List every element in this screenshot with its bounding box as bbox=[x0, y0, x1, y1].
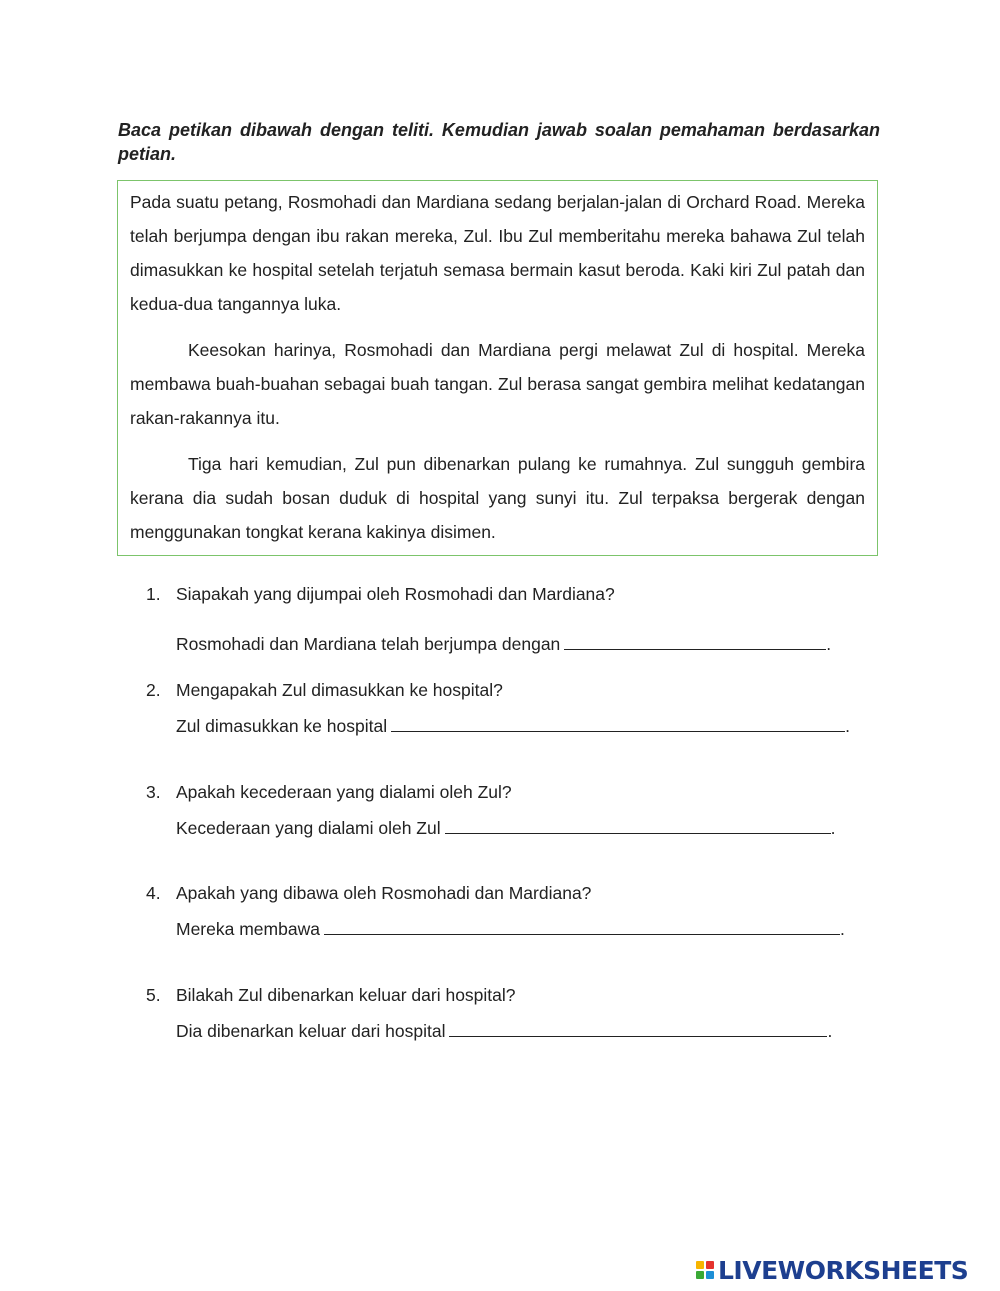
answer-blank[interactable] bbox=[564, 632, 826, 650]
answer-prefix: Rosmohadi dan Mardiana telah berjumpa dengan bbox=[176, 634, 561, 654]
answer-suffix: . bbox=[830, 818, 836, 838]
answer-blank[interactable] bbox=[324, 917, 840, 935]
answer-line bbox=[176, 917, 845, 940]
question-number: 3. bbox=[146, 782, 161, 802]
answer-line bbox=[176, 816, 836, 839]
question-text: Bilakah Zul dibenarkan keluar dari hospital? bbox=[176, 985, 516, 1005]
answer-suffix: . bbox=[839, 919, 845, 939]
answer-blank[interactable] bbox=[391, 714, 845, 732]
logo-square bbox=[696, 1271, 704, 1279]
answer-prefix: Zul dimasukkan ke hospital bbox=[176, 716, 388, 736]
passage-box bbox=[117, 180, 878, 556]
logo-text: LIVEWORKSHEETS bbox=[718, 1255, 969, 1285]
question-text: Siapakah yang dijumpai oleh Rosmohadi dan Mardiana? bbox=[176, 584, 615, 604]
passage-paragraph-2: Keesokan harinya, Rosmohadi dan Mardiana pergi melawat Zul di hospital. Mereka membawa buah-buahan sebagai buah tangan. Zul berasa sangat gembira melihat kedatangan rakan-rakannya itu. bbox=[130, 340, 865, 428]
answer-blank[interactable] bbox=[449, 1019, 827, 1037]
question-text: Mengapakah Zul dimasukkan ke hospital? bbox=[176, 680, 503, 700]
question-number: 2. bbox=[146, 680, 161, 700]
answer-prefix: Mereka membawa bbox=[176, 919, 320, 939]
liveworksheets-logo[interactable] bbox=[696, 1255, 968, 1285]
question-number: 5. bbox=[146, 985, 161, 1005]
answer-suffix: . bbox=[827, 1021, 833, 1041]
question-number: 4. bbox=[146, 883, 161, 903]
instruction-text: Baca petikan dibawah dengan teliti. Kemudian jawab soalan pemahaman berdasarkan petian. bbox=[118, 120, 880, 164]
answer-suffix: . bbox=[826, 634, 832, 654]
liveworksheets-logo-icon bbox=[696, 1261, 714, 1279]
answer-suffix: . bbox=[845, 716, 850, 736]
answer-line bbox=[176, 1019, 832, 1042]
logo-square bbox=[706, 1271, 714, 1279]
answer-line bbox=[176, 714, 850, 737]
passage-paragraph-1: Pada suatu petang, Rosmohadi dan Mardiana sedang berjalan-jalan di Orchard Road. Mereka telah berjumpa dengan ibu rakan mereka, Zul. Ibu Zul memberitahu mereka bahawa Zul telah dimasukkan ke hospital setelah terjatuh semasa bermain kasut beroda. Kaki kiri Zul patah dan kedua-dua tangannya luka. bbox=[130, 192, 865, 314]
logo-square bbox=[706, 1261, 714, 1269]
logo-square bbox=[696, 1261, 704, 1269]
answer-prefix: Dia dibenarkan keluar dari hospital bbox=[176, 1021, 446, 1041]
question-text: Apakah yang dibawa oleh Rosmohadi dan Mardiana? bbox=[176, 883, 592, 903]
answer-line bbox=[176, 632, 831, 655]
answer-prefix: Kecederaan yang dialami oleh Zul bbox=[176, 818, 441, 838]
question-text: Apakah kecederaan yang dialami oleh Zul? bbox=[176, 782, 512, 802]
answer-blank[interactable] bbox=[445, 816, 831, 834]
passage-paragraph-3: Tiga hari kemudian, Zul pun dibenarkan pulang ke rumahnya. Zul sungguh gembira kerana dia sudah bosan duduk di hospital yang sunyi itu. Zul terpaksa bergerak dengan menggunakan tongkat kerana kakinya disimen. bbox=[130, 454, 865, 542]
question-number: 1. bbox=[146, 584, 161, 604]
